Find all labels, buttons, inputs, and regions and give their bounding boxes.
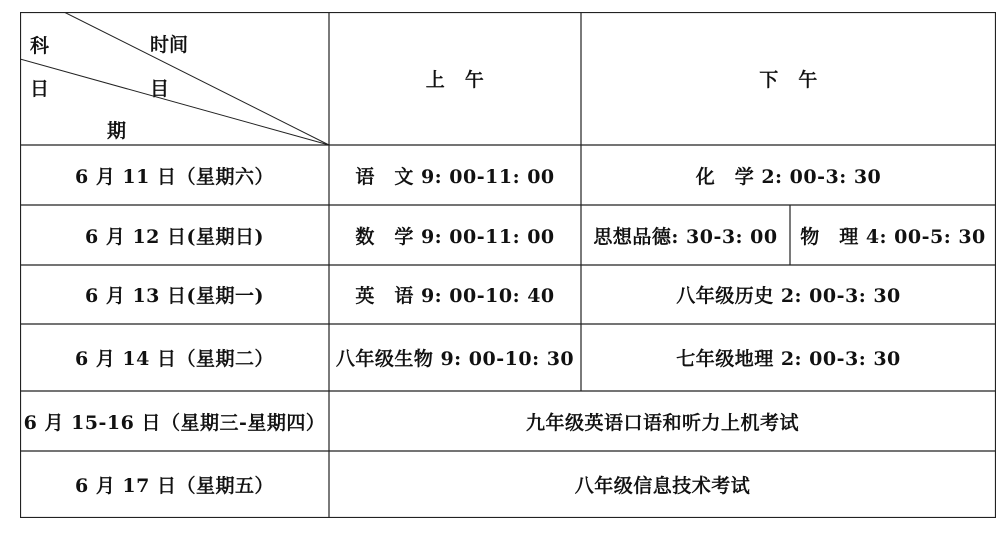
row-2-date: 6 月 12 日(星期日) [85, 225, 264, 248]
corner-date-label-top: 日 [30, 78, 50, 100]
exam-schedule-table [20, 12, 996, 518]
row-2-morning: 数 学 9: 00-11: 00 [355, 225, 555, 248]
row-4-date: 6 月 14 日（星期二） [74, 348, 274, 370]
row-3-morning: 英 语 9: 00-10: 40 [355, 285, 555, 307]
row-1-morning: 语 文 9: 00-11: 00 [355, 165, 555, 188]
row-4-morning: 八年级生物 9: 00-10: 30 [335, 348, 575, 370]
row-2-afternoon-politics: 思想品德: 30-3: 00 [593, 225, 778, 248]
row-1-date: 6 月 11 日（星期六） [74, 165, 274, 188]
row-5-full-day: 九年级英语口语和听力上机考试 [525, 411, 799, 434]
corner-time-label: 时间 [150, 34, 189, 56]
row-3-date: 6 月 13 日(星期一) [85, 285, 264, 307]
corner-subject-label-top: 科 [30, 35, 50, 57]
row-6-date: 6 月 17 日（星期五） [74, 475, 274, 497]
row-2-afternoon-physics: 物 理 4: 00-5: 30 [800, 225, 986, 248]
corner-date-label-bottom: 期 [107, 120, 127, 142]
row-5-date: 6 月 15-16 日（星期三-星期四） [23, 411, 326, 434]
row-6-full-day: 八年级信息技术考试 [574, 475, 751, 497]
corner-subject-label-bottom: 目 [150, 78, 170, 100]
row-3-afternoon: 八年级历史 2: 00-3: 30 [676, 285, 901, 307]
row-4-afternoon: 七年级地理 2: 00-3: 30 [676, 348, 901, 370]
header-afternoon: 下 午 [759, 69, 818, 91]
header-morning: 上 午 [425, 69, 485, 91]
row-1-afternoon: 化 学 2: 00-3: 30 [695, 165, 882, 188]
